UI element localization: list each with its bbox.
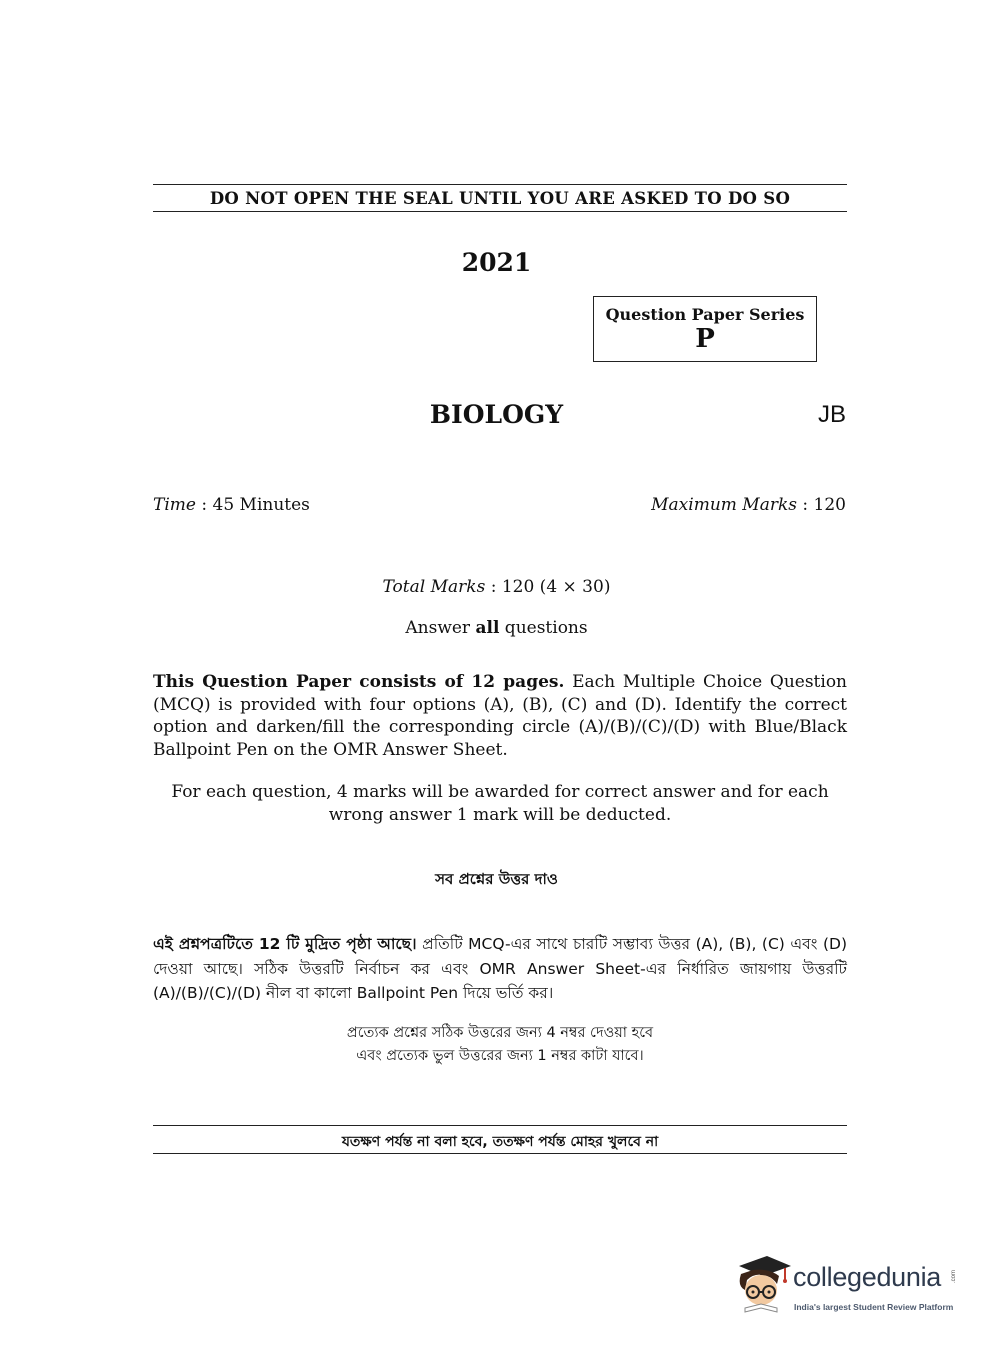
max-marks-label: Maximum Marks bbox=[651, 495, 797, 515]
answer-prefix: Answer bbox=[405, 618, 476, 638]
time-label: Time bbox=[153, 495, 196, 515]
total-marks-value: : 120 (4 × 30) bbox=[490, 577, 611, 597]
brand-name: collegedunia bbox=[793, 1262, 942, 1292]
series-code: P bbox=[695, 324, 715, 354]
answer-suffix: questions bbox=[499, 618, 588, 638]
bengali-marking-line-1: প্রত্যেক প্রশ্নের সঠিক উত্তরের জন্য 4 নম্বর দেওয়া হবে bbox=[346, 1025, 654, 1041]
bengali-instructions-body: প্রতিটি MCQ-এর সাথে চারটি সম্ভাব্য উত্তর (A), (B), (C) এবং (D) দেওয়া আছে। সঠিক উত্তরটি নির্বাচন কর এবং OMR Answer Sheet-এর নির্ধারিত জায়গায় উত্তরটি (A)/(B)/(C)/(D) নীল বা কালো Ballpoint Pen দিয়ে ভর্তি কর। bbox=[153, 935, 848, 1002]
max-marks-value: : 120 bbox=[802, 495, 846, 515]
time-allowed bbox=[153, 495, 310, 515]
page-count-statement: This Question Paper consists of 12 pages. bbox=[153, 672, 565, 692]
bengali-page-count-statement: এই প্রশ্নপত্রটিতে 12 টি মুদ্রিত পৃষ্ঠা আছে। bbox=[153, 935, 417, 953]
subject-title: BIOLOGY bbox=[429, 400, 564, 429]
bengali-marking-line-2: এবং প্রত্যেক ভুল উত্তরের জন্য 1 নম্বর কাটা যাবে। bbox=[356, 1048, 644, 1064]
seal-warning: DO NOT OPEN THE SEAL UNTIL YOU ARE ASKED TO DO SO bbox=[209, 189, 791, 208]
bengali-heading: সব প্রশ্নের উত্তর দাও bbox=[435, 870, 558, 888]
marking-line-1: For each question, 4 marks will be awarded for correct answer and for each bbox=[171, 782, 829, 802]
exam-year: 2021 bbox=[461, 248, 532, 277]
paper-code: JB bbox=[817, 401, 846, 428]
total-marks bbox=[0, 577, 993, 597]
instructions-body: Each Multiple Choice Question (MCQ) is provided with four options (A), (B), (C) and (D). Identify the correct option and darken/fill the corresponding circle (A)/(B)/(C)/(D) with Blue/Black Ballpoint Pen on the OMR Answer Sheet. bbox=[153, 672, 848, 760]
bottom-rule-lower bbox=[153, 1153, 847, 1154]
bengali-instructions-paragraph bbox=[153, 932, 847, 1006]
collegedunia-logo bbox=[733, 1252, 963, 1322]
maximum-marks bbox=[651, 495, 846, 515]
answer-all-instruction bbox=[0, 618, 993, 638]
marking-line-2: wrong answer 1 mark will be deducted. bbox=[328, 805, 672, 825]
top-rule-upper bbox=[153, 184, 847, 185]
marking-scheme bbox=[153, 781, 847, 827]
question-paper-series-box bbox=[593, 296, 817, 362]
time-value: : 45 Minutes bbox=[201, 495, 310, 515]
series-label: Question Paper Series bbox=[605, 305, 805, 324]
total-marks-label: Total Marks bbox=[382, 577, 486, 597]
instructions-paragraph bbox=[153, 671, 847, 761]
brand-dotcom: .com bbox=[951, 1270, 957, 1284]
bengali-marking-scheme bbox=[153, 1022, 847, 1068]
brand-tagline: India's largest Student Review Platform bbox=[794, 1302, 954, 1312]
bottom-rule-upper bbox=[153, 1125, 847, 1126]
bengali-seal-warning: যতক্ষণ পর্যন্ত না বলা হবে, ততক্ষণ পর্যন্ত মোহর খুলবে না bbox=[341, 1134, 659, 1150]
top-rule-lower bbox=[153, 211, 847, 212]
answer-all-bold: all bbox=[475, 618, 500, 638]
mascot-icon bbox=[733, 1252, 791, 1318]
